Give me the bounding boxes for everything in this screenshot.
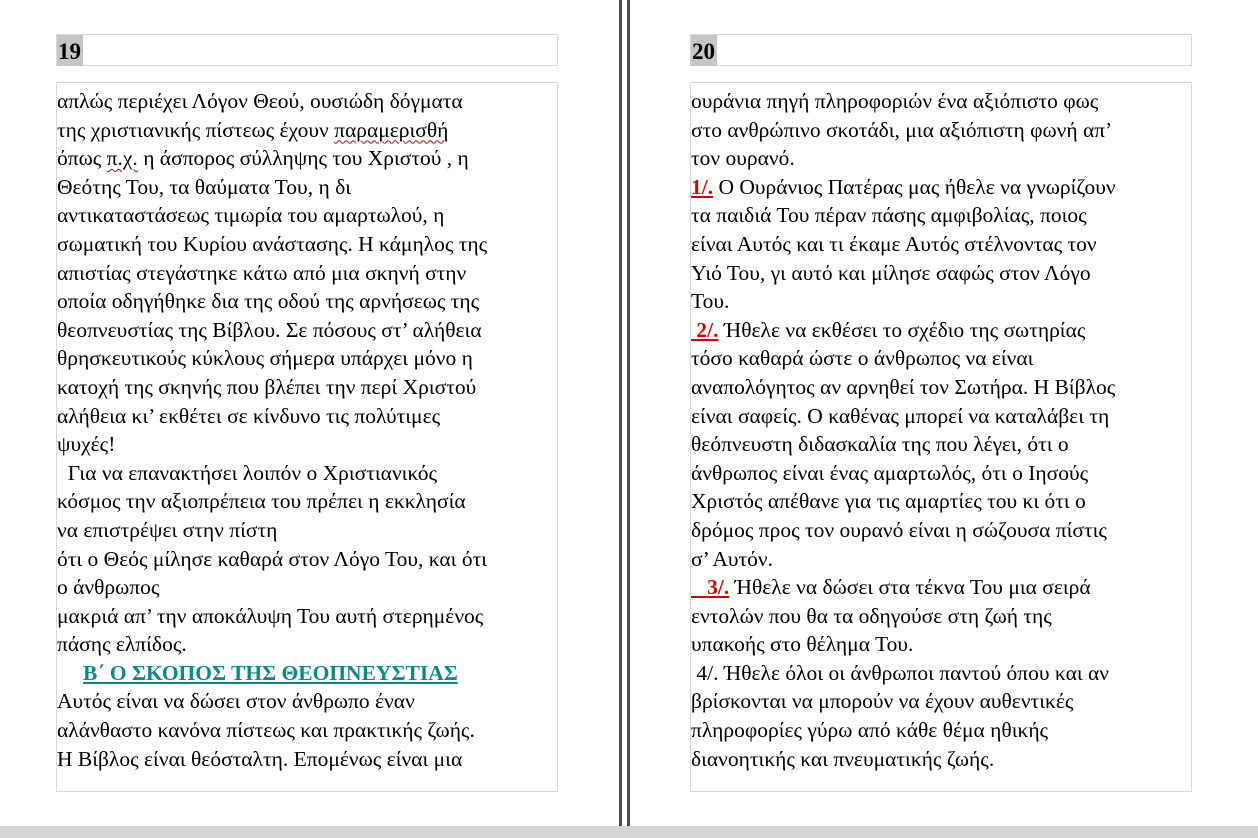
text-line: είναι Αυτός και τι έκαμε Αυτός στέλνοντας τον (691, 231, 1097, 256)
text-line: είναι σαφείς. Ο καθένας μπορεί να καταλάβει τη (691, 403, 1110, 428)
text-line: αλήθεια κι’ εκθέτει σε κίνδυνο τις πολύτιμες (57, 403, 441, 428)
text-line: οποία οδηγήθηκε δια της οδού της αρνήσεως της (57, 289, 480, 314)
text-line: σ’ Αυτόν. (691, 546, 774, 571)
text-line: θρησκευτικούς κύκλους σήμερα υπάρχει μόνο η (57, 346, 473, 371)
text-run: Ήθελε να εκθέσει το σχέδιο της σωτηρίας (718, 317, 1086, 342)
text-line: στο ανθρώπινο σκοτάδι, μια αξιόπιστη φωνή απ’ (691, 117, 1113, 142)
page-text (691, 83, 1191, 773)
text-run: Ο Ουράνιος Πατέρας μας ήθελε να γνωρίζουν (713, 174, 1116, 199)
page-text (57, 83, 557, 773)
page-20 (632, 0, 1258, 826)
text-run: η άσπορος σύλληψης του Χριστού , η (137, 146, 469, 171)
text-line: άνθρωπος είναι ένας αμαρτωλός, ότι ο Ιησούς (691, 460, 1089, 485)
text-line: θεοπνευστίας της Βίβλου. Σε πόσους στ’ αλήθεια (57, 317, 482, 342)
page-19 (0, 0, 618, 826)
page-number: 20 (691, 35, 717, 66)
page-number: 19 (57, 35, 83, 66)
text-line (691, 573, 1191, 602)
text-line: εντολών που θα τα οδηγούσε στη ζωή της (691, 603, 1052, 628)
text-run: Ήθελε να δώσει στα τέκνα Του μια σειρά (729, 575, 1091, 600)
text-line: κατοχή της σκηνής που βλέπει την περί Χριστού (57, 374, 477, 399)
text-line: Του. (691, 289, 730, 314)
list-number-text: 2/. (696, 317, 719, 342)
text-line (691, 316, 1191, 345)
page-text-frame[interactable] (690, 82, 1192, 792)
text-line: υπακοής στο θέλημα Του. (691, 632, 914, 657)
text-line: Η Βίβλος είναι θεόσταλτη. Επομένως είναι μια (57, 746, 463, 771)
text-line: απλώς περιέχει Λόγον Θεού, ουσιώδη δόγματα (57, 89, 463, 113)
text-line: διανοητικής και πνευματικής ζωής. (691, 746, 995, 771)
text-line: Θεότης Του, τα θαύματα Του, η δι (57, 174, 351, 199)
page-header-20 (690, 34, 1192, 66)
text-line: αντικαταστάσεως τιμωρία του αμαρτωλού, η (57, 203, 445, 228)
text-line: απιστίας στεγάστηκε κάτω από μια σκηνή στην (57, 260, 467, 285)
text-line: Για να επανακτήσει λοιπόν ο Χριστιανικός (57, 460, 438, 485)
page-text-frame[interactable] (56, 82, 558, 792)
list-number-text: 1/. (691, 174, 714, 199)
text-line: να επιστρέψει στην πίστη (57, 517, 278, 542)
text-line: τόσο καθαρά ώστε ο άνθρωπος να είναι (691, 346, 1034, 371)
text-line: θεόπνευστη διδασκαλία της που λέγει, ότι ο (691, 432, 1069, 457)
text-line: σωματική του Κυρίου ανάστασης. Η κάμηλος της (57, 231, 488, 256)
text-line (691, 173, 1191, 202)
text-line: ψυχές! (57, 432, 116, 457)
text-line: δρόμος προς τον ουρανό είναι η σώζουσα πίστις (691, 517, 1107, 542)
text-line: πάσης ελπίδος. (57, 632, 187, 657)
list-number (691, 175, 713, 199)
text-line: βρίσκονται να μπορούν να έχουν αυθεντικές (691, 689, 1074, 714)
list-number-lead (691, 575, 707, 599)
text-line (57, 659, 557, 688)
text-line: ότι ο Θεός μίλησε καθαρά στον Λόγο Του, και ότι (57, 546, 487, 571)
spellcheck-word: π.χ. (106, 146, 138, 171)
text-line: πληροφορίες γύρω από κάθε θέμα ηθικής (691, 718, 1049, 743)
text-line: ο άνθρωπος (57, 575, 160, 600)
text-run: όπως (57, 146, 107, 171)
text-line: τον ουρανό. (691, 146, 795, 171)
text-line: μακριά απ’ την αποκάλυψη Του αυτή στερημένος (57, 603, 484, 628)
text-line: αναπολόγητος αν αρνηθεί τον Σωτήρα. Η Βίβλος (691, 374, 1116, 399)
text-line: αλάνθαστο κανόνα πίστεως και πρακτικής ζωής. (57, 718, 475, 743)
text-line: τα παιδιά Του πέραν πάσης αμφιβολίας, ποιος (691, 203, 1087, 228)
divider-bar (627, 0, 630, 826)
section-heading: Β΄ Ο ΣΚΟΠΟΣ ΤΗΣ ΘΕΟΠΝΕΥΣΤΙΑΣ (83, 660, 458, 685)
scroll-area-background (0, 826, 1258, 838)
text-line: κόσμος την αξιοπρέπεια του πρέπει η εκκλησία (57, 489, 466, 514)
page-header-19 (56, 34, 558, 66)
text-line: Υιό Του, γι αυτό και μίλησε σαφώς στον Λόγο (691, 260, 1091, 285)
spellcheck-word: παραμερισθή (334, 117, 449, 142)
text-run: της χριστιανικής πίστεως έχουν (57, 117, 335, 142)
text-line: ουράνια πηγή πληροφοριών ένα αξιόπιστο φως (691, 89, 1099, 113)
text-line (57, 116, 557, 145)
divider-bar (619, 0, 622, 826)
text-line: Αυτός είναι να δώσει στον άνθρωπο έναν (57, 689, 415, 714)
list-number-text: 3/. (707, 575, 730, 600)
list-number (691, 318, 718, 342)
page-divider (618, 0, 632, 826)
text-line: Χριστός απέθανε για τις αμαρτίες του κι ότι ο (691, 489, 1086, 514)
list-number (691, 575, 729, 599)
text-line (57, 144, 557, 173)
text-line: 4/. Ήθελε όλοι οι άνθρωποι παντού όπου και αν (691, 660, 1109, 685)
